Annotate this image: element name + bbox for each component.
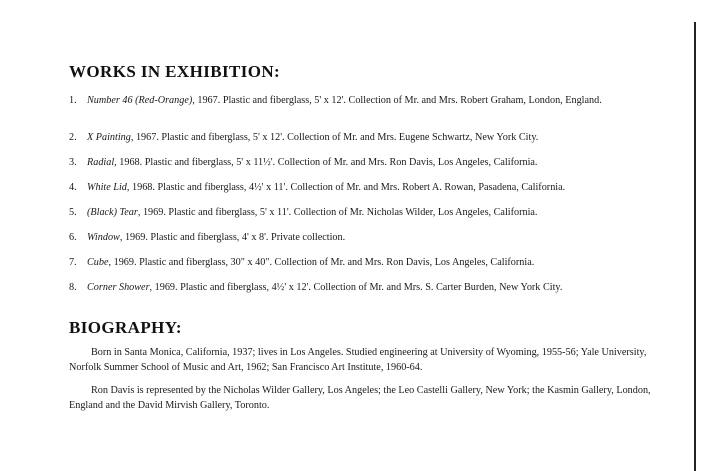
work-title: White Lid <box>87 182 127 193</box>
work-item-4 <box>69 182 679 195</box>
work-item-3 <box>69 157 679 170</box>
work-number: 6. <box>69 232 77 243</box>
work-item-2 <box>69 132 679 145</box>
work-entry <box>87 207 679 220</box>
work-title: Number 46 (Red-Orange) <box>87 95 193 106</box>
biography-heading: BIOGRAPHY: <box>69 318 182 337</box>
work-number: 4. <box>69 182 77 193</box>
work-details: , 1969. Plastic and fiberglass, 5' x 11'. Collection of Mr. Nicholas Wilder, Los Angeles, California. <box>137 207 538 218</box>
work-entry <box>87 157 679 170</box>
work-number: 2. <box>69 132 77 143</box>
work-details: , 1969. Plastic and fiberglass, 4' x 8'. Private collection. <box>119 232 346 243</box>
work-entry <box>87 282 679 295</box>
work-title: Radial <box>87 157 115 168</box>
work-entry <box>87 257 679 270</box>
work-entry <box>87 132 679 145</box>
work-entry <box>87 182 679 195</box>
work-details: , 1968. Plastic and fiberglass, 5' x 11½'. Collection of Mr. and Mrs. Ron Davis, Los Angeles, California. <box>114 157 538 168</box>
work-number: 7. <box>69 257 77 268</box>
works-heading: WORKS IN EXHIBITION: <box>69 62 281 81</box>
work-number: 5. <box>69 207 77 218</box>
work-number: 1. <box>69 95 77 106</box>
work-item-6 <box>69 232 679 245</box>
work-entry <box>87 232 679 245</box>
work-details: , 1967. Plastic and fiberglass, 5' x 12'. Collection of Mr. and Mrs. Robert Graham, London, England. <box>192 95 602 106</box>
representation-paragraph: Ron Davis is represented by the Nicholas Wilder Gallery, Los Angeles; the Leo Castelli Gallery, New York; the Kasmin Gallery, London, England and the David Mirvish Gallery, Toronto. <box>69 385 651 411</box>
work-details: , 1969. Plastic and fiberglass, 4½' x 12'. Collection of Mr. and Mrs. S. Carter Burden, New York City. <box>149 282 563 293</box>
work-title: Corner Shower <box>87 282 150 293</box>
work-entry <box>87 95 679 108</box>
work-title: Cube <box>87 257 109 268</box>
work-number: 3. <box>69 157 77 168</box>
work-number: 8. <box>69 282 77 293</box>
work-details: , 1969. Plastic and fiberglass, 30" x 40". Collection of Mr. and Mrs. Ron Davis, Los Angeles, California. <box>108 257 535 268</box>
work-item-5 <box>69 207 679 220</box>
work-item-8 <box>69 282 679 295</box>
work-item-1 <box>69 95 679 108</box>
work-title: (Black) Tear <box>87 207 138 218</box>
work-title: X Painting <box>87 132 131 143</box>
work-details: , 1968. Plastic and fiberglass, 4½' x 11'. Collection of Mr. and Mrs. Robert A. Rowan, Pasadena, California. <box>126 182 566 193</box>
page-edge-line <box>694 22 696 471</box>
work-item-7 <box>69 257 679 270</box>
biography-paragraph: Born in Santa Monica, California, 1937; lives in Los Angeles. Studied engineering at University of Wyoming, 1955-56; Yale University, Norfolk Summer School of Music and Art, 1962; San Francisco Art Institute, 1960-64. <box>69 347 647 373</box>
work-details: , 1967. Plastic and fiberglass, 5' x 12'. Collection of Mr. and Mrs. Eugene Schwartz, New York City. <box>130 132 539 143</box>
work-title: Window <box>87 232 120 243</box>
